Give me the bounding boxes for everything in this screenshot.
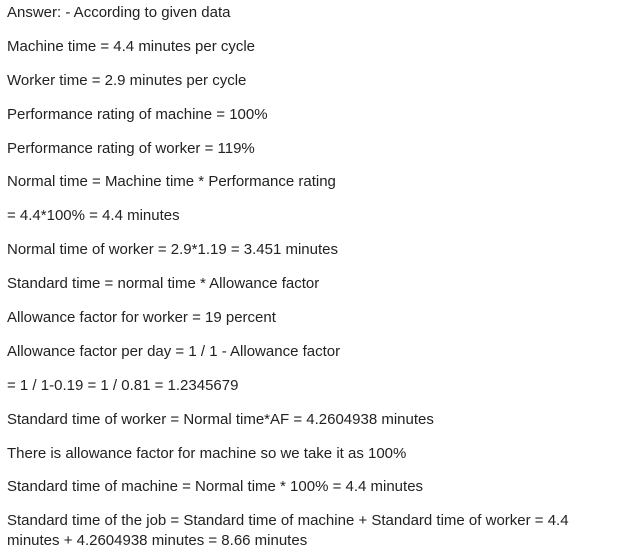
machine-time-line: Machine time = 4.4 minutes per cycle	[7, 37, 256, 55]
worker-time-line: Worker time = 2.9 minutes per cycle	[7, 71, 247, 89]
standard-time-formula-line: Standard time = normal time * Allowance factor	[7, 275, 320, 293]
normal-time-worker-line: Normal time of worker = 2.9*1.19 = 3.451 minutes	[7, 241, 338, 259]
normal-time-machine-calc-line: = 4.4*100% = 4.4 minutes	[7, 207, 180, 225]
standard-time-worker-line: Standard time of worker = Normal time*AF = 4.2604938 minutes	[7, 410, 434, 428]
standard-time-job-line: Standard time of the job = Standard time of machine + Standard time of worker = 4.4 minutes + 4.2604938 minutes = 8.66 minutes	[7, 512, 569, 550]
allowance-calc-line: = 1 / 1-0.19 = 1 / 0.81 = 1.2345679	[7, 376, 239, 394]
standard-time-machine-line: Standard time of machine = Normal time * 100% = 4.4 minutes	[7, 478, 424, 496]
answer-intro-line: Answer: - According to given data	[7, 4, 231, 21]
machine-allowance-note-line: There is allowance factor for machine so we take it as 100%	[7, 444, 407, 462]
worker-rating-line: Performance rating of worker = 119%	[7, 139, 255, 157]
answer-document	[7, 0, 607, 551]
machine-rating-line: Performance rating of machine = 100%	[7, 105, 268, 123]
allowance-per-day-line: Allowance factor per day = 1 / 1 - Allowance factor	[7, 342, 341, 360]
normal-time-formula-line: Normal time = Machine time * Performance rating	[7, 173, 336, 191]
allowance-worker-line: Allowance factor for worker = 19 percent	[7, 309, 276, 327]
